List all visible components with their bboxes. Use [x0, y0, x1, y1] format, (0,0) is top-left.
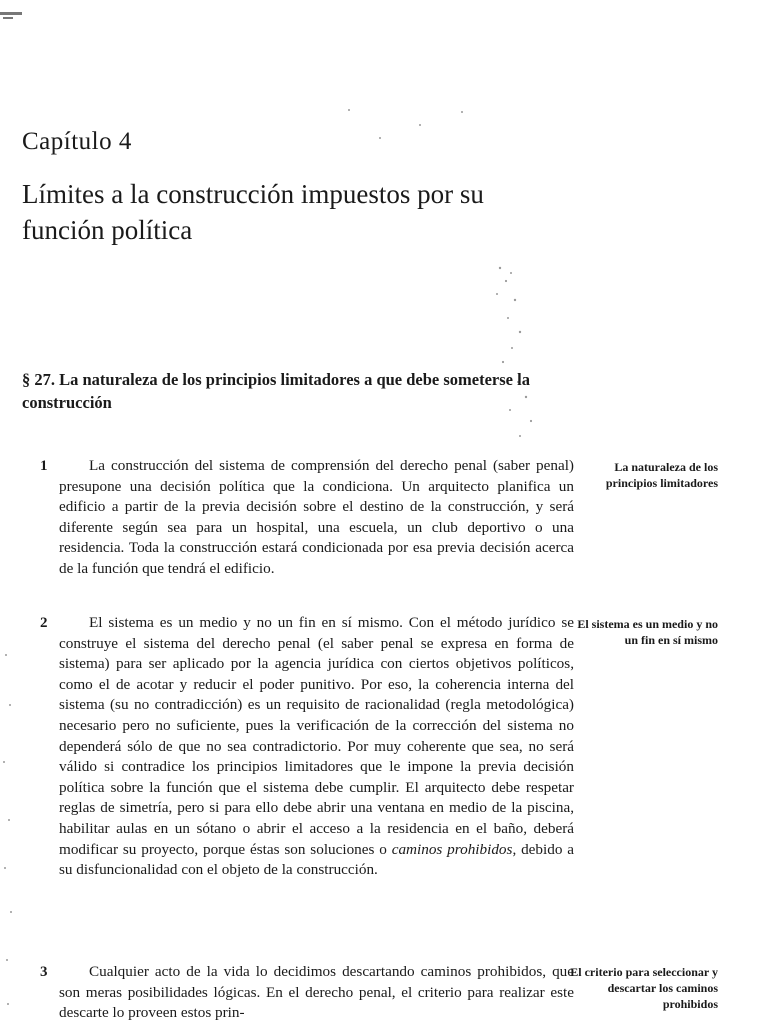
margin-note-1: La naturaleza de los principios limitadores	[605, 460, 718, 490]
paragraph-1	[40, 456, 574, 580]
margin-note-3: El criterio para seleccionar y descartar los caminos prohibidos	[570, 965, 718, 1011]
paragraph-text-part: El sistema es un medio y no un fin en sí mismo. Con el método jurídico se construye el sistema del derecho penal (el saber penal se expresa en forma de sistema) para ser aplicado por la agencia jurídica con ciertos objetivos políticos, como el de acotar y reducir el poder punitivo. Por eso, la coherencia interna del sistema (su no contradicción) es un requisito de racionalidad (regla metodológica) necesario pero no suficiente, pues la verificación de la corrección del sistema no dependerá sólo de que no sea contradictorio. Por muy coherente que sea, no será válido si contradice los principios limitadores que le impone la previa decisión política sobre la función que el sistema debe cumplir. El arquitecto debe respetar reglas de simetría, pero si para ello debe abrir una ventana en medio de la piscina, habilitar aulas en un sótano o abrir el acceso a la residencia en el baño, deberá modificar su proyecto, porque éstas son soluciones o	[59, 614, 574, 858]
paragraph-3	[40, 962, 574, 1024]
margin-note-2: El sistema es un medio y no un fin en sí mismo	[577, 617, 718, 647]
paragraph-number: 1	[40, 458, 48, 474]
paragraph-number: 3	[40, 964, 48, 980]
chapter-title: Límites a la construcción impuestos por su función política	[22, 179, 484, 245]
section-heading: § 27. La naturaleza de los principios limitadores a que debe someterse la construcción	[22, 370, 530, 412]
paragraph-text: Cualquier acto de la vida lo decidimos descartando caminos prohibidos, que son meras posibilidades lógicas. En el derecho penal, el criterio para realizar este descarte lo proveen estos prin-	[59, 963, 574, 1022]
paragraph-2	[40, 613, 575, 881]
chapter-label: Capítulo 4	[22, 128, 132, 155]
paragraph-number: 2	[40, 615, 48, 631]
paragraph-text: La construcción del sistema de comprensión del derecho penal (saber penal) presupone una decisión política que la condiciona. Un arquitecto planifica un edificio a partir de la previa decisión sobre el destino de la construcción, y será diferente según sea para un hospital, una escuela, un club deportivo o una residencia. Toda la construcción estará condicionada por esa previa decisión acerca de la función que tendrá el edificio.	[59, 457, 574, 577]
paragraph-text-part: , debido a su disfuncionalidad con el objeto de la construcción.	[59, 840, 575, 879]
italic-term: caminos prohibidos	[391, 840, 513, 858]
paragraph-text	[59, 613, 574, 881]
